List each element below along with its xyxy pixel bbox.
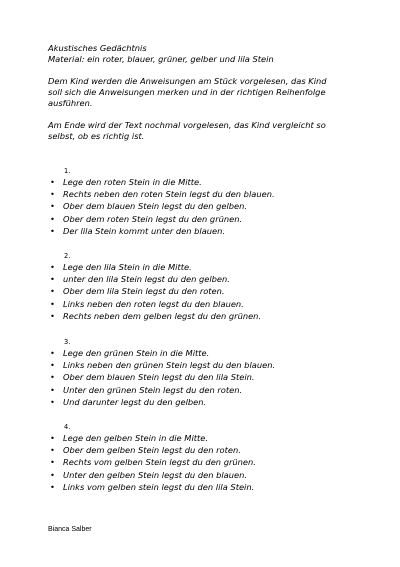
bullet-icon: • <box>50 213 55 224</box>
instruction-list <box>48 432 378 493</box>
bullet-icon: • <box>50 372 55 383</box>
instruction-list <box>48 176 378 237</box>
list-item <box>48 371 378 383</box>
author-footer: Bianca Salber <box>48 526 92 533</box>
list-item-text: Lege den roten Stein in die Mitte. <box>63 177 202 187</box>
bullet-icon: • <box>50 360 55 371</box>
exercise-section-3 <box>48 338 378 408</box>
list-item-text: Unter den grünen Stein legst du den roten. <box>63 384 243 395</box>
list-item-text: Und darunter legst du den gelben. <box>63 396 207 407</box>
list-item <box>48 188 378 200</box>
list-item-text: Rechts neben den roten Stein legst du den blauen. <box>63 189 275 200</box>
list-item-text: Ober dem gelben Stein legst du den roten. <box>63 445 241 456</box>
list-item-text: Ober dem blauen Stein legst du den gelben. <box>63 201 248 212</box>
list-item-text: Ober dem lila Stein legst du den roten. <box>63 286 225 297</box>
exercise-section-1 <box>48 167 378 237</box>
list-item-text: Lege den gelben Stein in die Mitte. <box>63 433 208 443</box>
list-item <box>48 285 378 297</box>
bullet-icon: • <box>50 274 55 285</box>
bullet-icon: • <box>50 457 55 468</box>
list-item-text: Ober dem roten Stein legst du den grünen. <box>63 213 243 224</box>
bullet-icon: • <box>50 384 55 395</box>
list-item <box>48 432 378 444</box>
document-title: Akustisches Gedächtnis <box>48 43 147 53</box>
list-item <box>48 273 378 285</box>
section-number: 4. <box>64 423 71 431</box>
instruction-list <box>48 261 378 322</box>
section-number: 3. <box>64 338 71 346</box>
spacer <box>48 109 378 120</box>
list-item <box>48 481 378 493</box>
instruction-line-2: soll sich die Anweisungen merken und in der richtigen Reihenfolge <box>48 87 326 97</box>
list-item <box>48 200 378 212</box>
bullet-icon: • <box>50 262 55 272</box>
material-line: Material: ein roter, blauer, grüner, gelber und lila Stein <box>48 54 274 64</box>
list-item-text: Rechts vom gelben Stein legst du den grünen. <box>63 457 256 468</box>
bullet-icon: • <box>50 469 55 480</box>
list-item <box>48 261 378 273</box>
list-item-text: Lege den lila Stein in die Mitte. <box>63 262 192 272</box>
bullet-icon: • <box>50 298 55 309</box>
exercise-section-2 <box>48 252 378 322</box>
list-item-text: Der lila Stein kommt unter den blauen. <box>63 225 226 236</box>
bullet-icon: • <box>50 225 55 236</box>
list-item <box>48 384 378 396</box>
list-item <box>48 359 378 371</box>
list-item <box>48 225 378 237</box>
list-item <box>48 298 378 310</box>
instruction-list <box>48 347 378 408</box>
bullet-icon: • <box>50 201 55 212</box>
bullet-icon: • <box>50 310 55 321</box>
bullet-icon: • <box>50 189 55 200</box>
exercise-section-4 <box>48 423 378 493</box>
list-item-text: unter den lila Stein legst du den gelben. <box>63 274 230 285</box>
list-item <box>48 310 378 322</box>
bullet-icon: • <box>50 445 55 456</box>
list-item <box>48 213 378 225</box>
instruction-line-1: Dem Kind werden die Anweisungen am Stück vorgelesen, das Kind <box>48 76 327 86</box>
list-item <box>48 444 378 456</box>
bullet-icon: • <box>50 348 55 358</box>
list-item-text: Unter den gelben Stein legst du den blauen. <box>63 469 248 480</box>
list-item-text: Links neben den roten legst du den blauen. <box>63 298 244 309</box>
list-item <box>48 396 378 408</box>
list-item-text: Rechts neben dem gelben legst du den grünen. <box>63 310 262 321</box>
list-item <box>48 469 378 481</box>
list-item-text: Lege den grünen Stein in die Mitte. <box>63 348 210 358</box>
bullet-icon: • <box>50 481 55 492</box>
section-number: 2. <box>64 252 71 260</box>
bullet-icon: • <box>50 177 55 187</box>
list-item <box>48 456 378 468</box>
bullet-icon: • <box>50 433 55 443</box>
spacer <box>48 65 378 76</box>
list-item-text: Links neben den grünen Stein legst du den blauen. <box>63 360 276 371</box>
bullet-icon: • <box>50 286 55 297</box>
instruction-line-3: ausführen. <box>48 98 93 108</box>
list-item <box>48 347 378 359</box>
intro-block <box>48 43 378 142</box>
bullet-icon: • <box>50 396 55 407</box>
check-line-2: selbst, ob es richtig ist. <box>48 131 145 141</box>
list-item <box>48 176 378 188</box>
list-item-text: Links vom gelben stein legst du den lila Stein. <box>63 481 255 492</box>
list-item-text: Ober dem blauen Stein legst du den lila Stein. <box>63 372 255 383</box>
check-line-1: Am Ende wird der Text nochmal vorgelesen, das Kind vergleicht so <box>48 120 326 130</box>
section-number: 1. <box>64 167 71 175</box>
